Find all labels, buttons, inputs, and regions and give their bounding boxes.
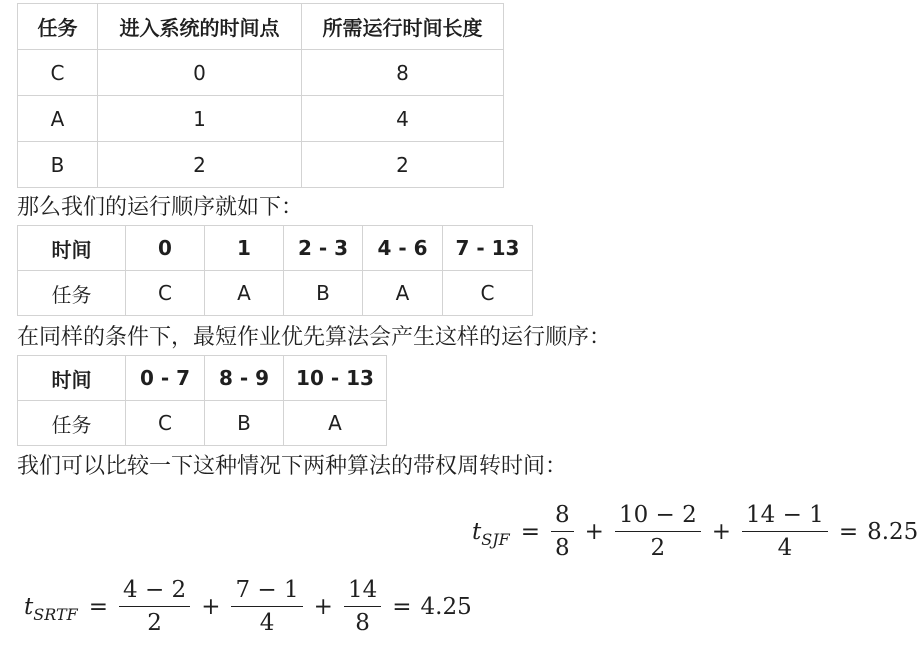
cell-task: B xyxy=(18,142,98,188)
table-row xyxy=(18,271,533,316)
fraction-denominator: 2 xyxy=(147,610,162,636)
header-slot: 10 - 13 xyxy=(284,356,387,401)
fraction-denominator: 4 xyxy=(777,535,793,561)
cell-arrival: 2 xyxy=(98,142,302,188)
row-label: 任务 xyxy=(18,271,126,316)
row-label: 任务 xyxy=(18,401,126,446)
eq-plus: + xyxy=(313,593,333,620)
cell-task: C xyxy=(18,50,98,96)
cell-task: C xyxy=(126,401,205,446)
eq-result: 4.25 xyxy=(420,593,472,620)
fraction xyxy=(551,502,574,561)
cell-task: B xyxy=(284,271,363,316)
header-time: 时间 xyxy=(18,356,126,401)
table-row xyxy=(18,142,504,188)
eq-plus: + xyxy=(201,593,221,620)
eq-subscript: SJF xyxy=(481,530,510,549)
header-slot: 4 - 6 xyxy=(363,226,443,271)
table-row xyxy=(18,401,387,446)
table-row xyxy=(18,96,504,142)
fraction-denominator: 8 xyxy=(555,535,570,561)
fraction-numerator: 8 xyxy=(551,502,574,532)
cell-task: C xyxy=(126,271,205,316)
paragraph-compare: 我们可以比较一下这种情况下两种算法的带权周转时间： xyxy=(17,454,568,479)
fraction-denominator: 4 xyxy=(259,610,275,636)
header-slot: 1 xyxy=(205,226,284,271)
fraction xyxy=(615,502,701,561)
header-task: 任务 xyxy=(18,4,98,50)
fraction xyxy=(119,577,190,636)
header-slot: 2 - 3 xyxy=(284,226,363,271)
header-run-length: 所需运行时间长度 xyxy=(302,4,504,50)
fraction xyxy=(344,577,381,636)
fraction-numerator: 10 − 2 xyxy=(615,502,701,532)
fraction-denominator: 2 xyxy=(650,535,666,561)
header-slot: 0 - 7 xyxy=(126,356,205,401)
header-slot: 8 - 9 xyxy=(205,356,284,401)
eq-equals: = xyxy=(392,593,412,620)
cell-task: B xyxy=(205,401,284,446)
header-time: 时间 xyxy=(18,226,126,271)
task-arrival-table xyxy=(17,3,504,188)
fraction xyxy=(231,577,302,636)
equation-sjf xyxy=(472,502,918,561)
srtf-schedule-table xyxy=(17,225,533,316)
cell-length: 8 xyxy=(302,50,504,96)
cell-length: 2 xyxy=(302,142,504,188)
fraction xyxy=(742,502,828,561)
paragraph-srtf-intro: 那么我们的运行顺序就如下： xyxy=(17,195,304,220)
eq-plus: + xyxy=(711,518,732,545)
cell-arrival: 1 xyxy=(98,96,302,142)
fraction-numerator: 14 xyxy=(344,577,381,607)
cell-arrival: 0 xyxy=(98,50,302,96)
eq-equals: = xyxy=(88,593,109,620)
header-slot: 0 xyxy=(126,226,205,271)
equation-srtf xyxy=(24,577,472,636)
eq-variable: t xyxy=(24,593,34,620)
eq-subscript: SRTF xyxy=(33,605,78,624)
header-slot: 7 - 13 xyxy=(443,226,533,271)
eq-variable: t xyxy=(472,518,482,545)
cell-task: A xyxy=(363,271,443,316)
header-arrival-time: 进入系统的时间点 xyxy=(98,4,302,50)
cell-task: A xyxy=(18,96,98,142)
fraction-numerator: 14 − 1 xyxy=(742,502,828,532)
cell-task: A xyxy=(205,271,284,316)
cell-task: C xyxy=(443,271,533,316)
eq-result: 8.25 xyxy=(867,518,918,545)
eq-plus: + xyxy=(584,518,604,545)
eq-equals: = xyxy=(838,518,859,545)
table-row xyxy=(18,50,504,96)
fraction-denominator: 8 xyxy=(355,610,370,636)
cell-task: A xyxy=(284,401,387,446)
fraction-numerator: 7 − 1 xyxy=(231,577,302,607)
sjf-schedule-table xyxy=(17,355,387,446)
paragraph-sjf-intro: 在同样的条件下，最短作业优先算法会产生这样的运行顺序： xyxy=(17,325,612,350)
eq-equals: = xyxy=(520,518,541,545)
fraction-numerator: 4 − 2 xyxy=(119,577,190,607)
cell-length: 4 xyxy=(302,96,504,142)
